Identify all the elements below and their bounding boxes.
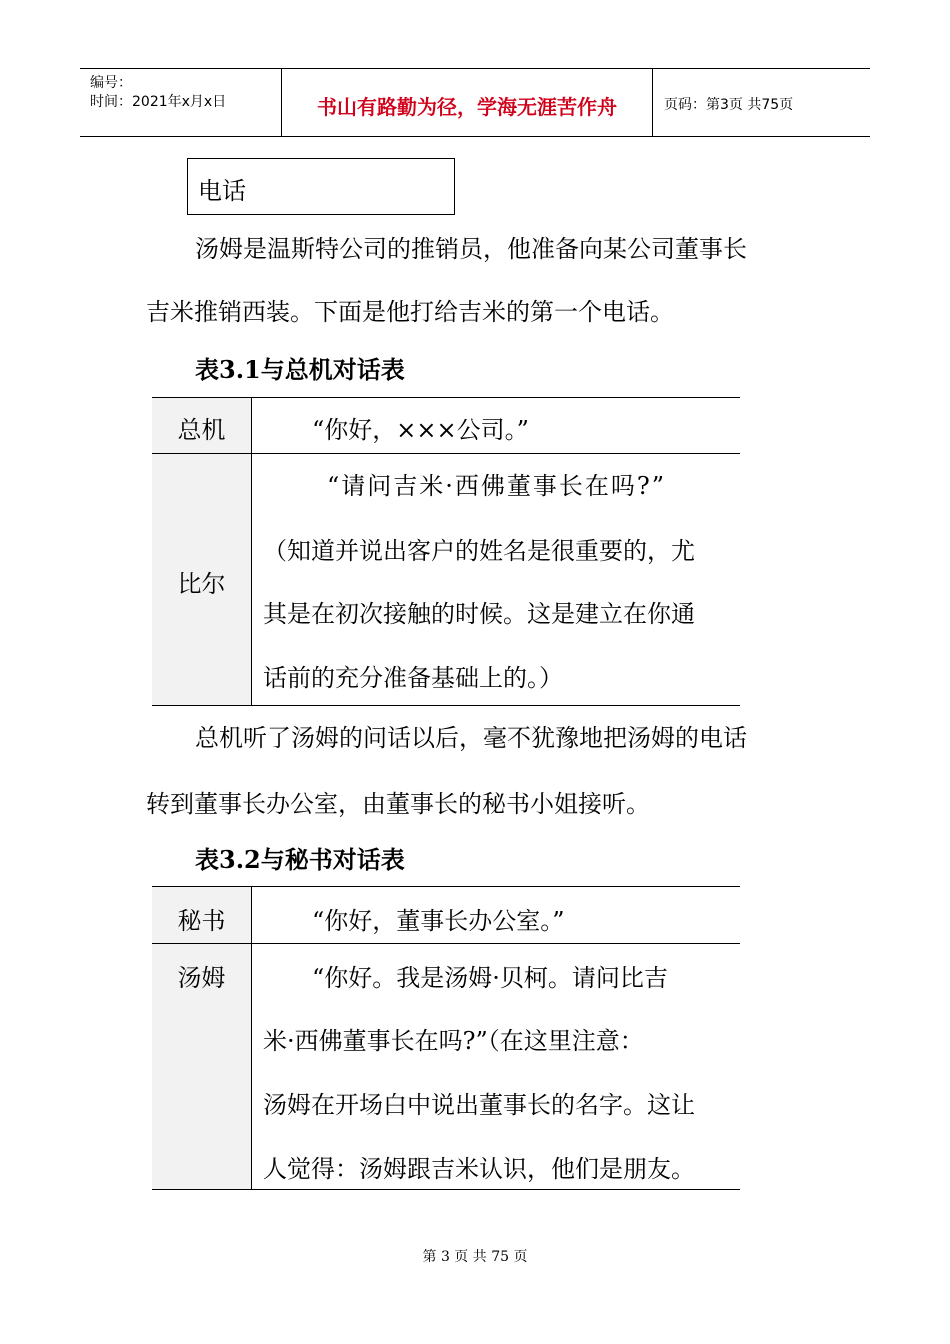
dialogue-table-2	[152, 886, 740, 1190]
header-motto-cell	[282, 69, 653, 136]
table-row	[152, 944, 740, 1189]
table-row	[152, 454, 740, 705]
page-footer: 第 3 页 共 75 页	[422, 1249, 528, 1265]
intro-line-1: 汤姆是温斯特公司的推销员，他准备向某公司董事长	[195, 235, 747, 263]
table-row	[152, 398, 740, 454]
header-meta-cell	[80, 69, 282, 136]
intro-line-2: 吉米推销西装。下面是他打给吉米的第一个电话。	[146, 298, 674, 326]
speaker-name: 秘书	[177, 907, 226, 935]
section-title-box	[187, 158, 455, 215]
page-header	[80, 68, 870, 137]
speaker-cell	[152, 944, 252, 1189]
dialogue-table-1	[152, 397, 740, 706]
middle-line-1: 总机听了汤姆的问话以后，毫不犹豫地把汤姆的电话	[195, 724, 747, 752]
speaker-name: 汤姆	[177, 964, 226, 992]
dialogue-line: “请问吉米·西佛董事长在吗?”	[327, 472, 667, 500]
number-label: 编号：	[90, 75, 132, 91]
speaker-name: 总机	[177, 416, 226, 444]
page-info: 页码：第3页 共75页	[664, 97, 794, 113]
dialogue-line: “你好。我是汤姆·贝柯。请问比吉	[312, 964, 668, 992]
table1-caption: 表3.1与总机对话表	[195, 355, 405, 384]
time-label: 时间：2021年x月x日	[90, 94, 227, 110]
section-title: 电话	[198, 177, 246, 205]
dialogue-line: 米·西佛董事长在吗?”（在这里注意：	[263, 1027, 644, 1055]
dialogue-line: “你好，×××公司。”	[312, 416, 529, 444]
dialogue-line: 汤姆在开场白中说出董事长的名字。这让	[263, 1091, 695, 1119]
dialogue-line: 其是在初次接触的时候。这是建立在你通	[263, 600, 695, 628]
speaker-name: 比尔	[177, 570, 226, 598]
speaker-cell	[152, 398, 252, 453]
motto-text: 书山有路勤为径，学海无涯苦作舟	[317, 95, 617, 119]
middle-line-2: 转到董事长办公室，由董事长的秘书小姐接听。	[146, 790, 650, 818]
speaker-cell	[152, 454, 252, 705]
table-row	[152, 887, 740, 944]
dialogue-line: 人觉得：汤姆跟吉米认识，他们是朋友。	[263, 1155, 695, 1183]
speaker-cell	[152, 887, 252, 943]
dialogue-line: 话前的充分准备基础上的。）	[263, 664, 563, 692]
table2-caption: 表3.2与秘书对话表	[195, 845, 405, 874]
dialogue-line: “你好，董事长办公室。”	[312, 907, 565, 935]
dialogue-line: （知道并说出客户的姓名是很重要的，尤	[263, 537, 695, 565]
